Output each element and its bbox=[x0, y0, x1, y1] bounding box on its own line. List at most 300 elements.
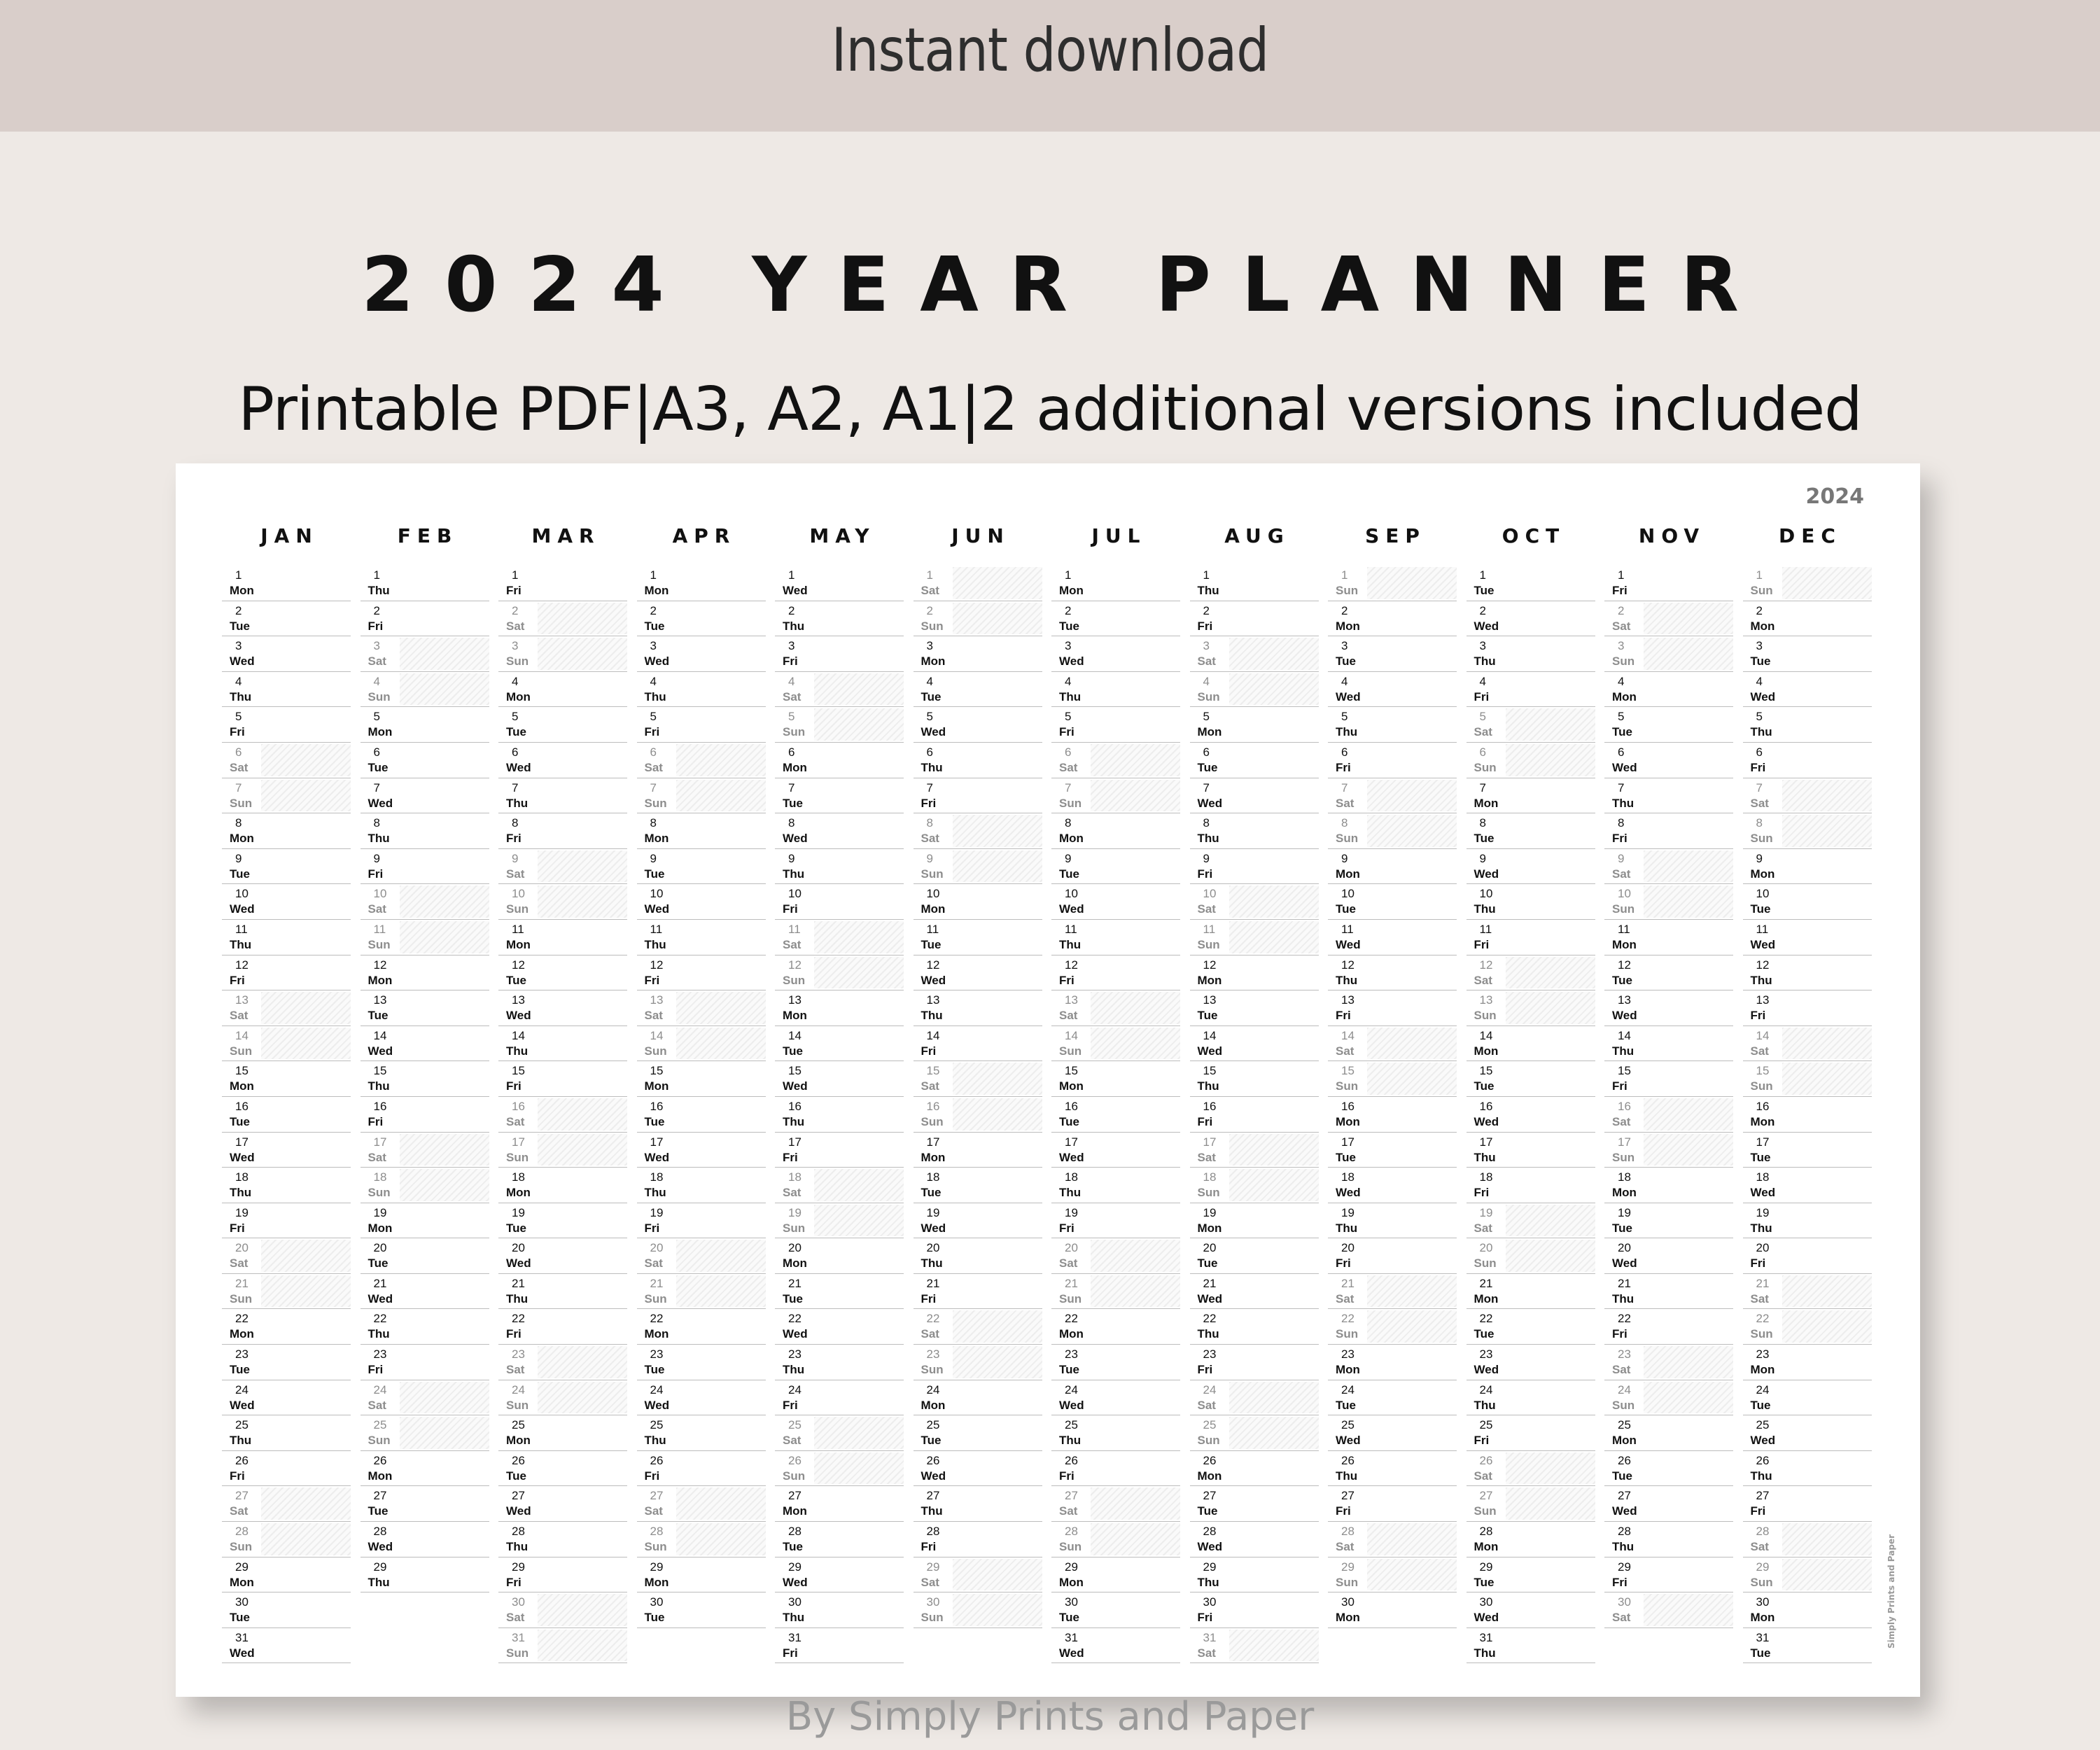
month-column-nov bbox=[1604, 524, 1733, 1628]
day-cell bbox=[1743, 566, 1872, 601]
top-banner bbox=[0, 0, 2100, 132]
day-number: 29 bbox=[788, 1560, 802, 1574]
weekday-label: Mon bbox=[1750, 1363, 1775, 1377]
day-cell bbox=[1328, 990, 1457, 1026]
day-number: 16 bbox=[1065, 1099, 1078, 1113]
day-cell bbox=[1051, 1133, 1180, 1168]
day-cell bbox=[637, 920, 766, 955]
day-cell bbox=[222, 1061, 351, 1097]
day-cell bbox=[1051, 1274, 1180, 1310]
day-cell bbox=[360, 1345, 489, 1380]
day-cell bbox=[360, 1380, 489, 1416]
day-number: 30 bbox=[788, 1595, 802, 1609]
day-number: 17 bbox=[1203, 1135, 1217, 1149]
day-cell bbox=[913, 990, 1042, 1026]
day-cell bbox=[222, 813, 351, 849]
day-cell bbox=[637, 743, 766, 778]
day-number: 24 bbox=[1203, 1382, 1217, 1396]
day-number: 10 bbox=[1065, 887, 1078, 901]
day-cell bbox=[1328, 1274, 1457, 1310]
weekday-label: Tue bbox=[1750, 1398, 1771, 1412]
weekday-label: Sat bbox=[1474, 1221, 1492, 1235]
day-cell bbox=[1466, 1133, 1595, 1168]
day-number: 5 bbox=[373, 710, 380, 724]
day-cell bbox=[775, 955, 904, 991]
day-number: 15 bbox=[235, 1064, 248, 1078]
day-cell bbox=[498, 884, 627, 920]
weekday-label: Mon bbox=[1474, 796, 1499, 810]
day-number: 11 bbox=[650, 922, 663, 936]
day-cell bbox=[1328, 955, 1457, 991]
day-cell bbox=[222, 1592, 351, 1628]
day-cell bbox=[1051, 990, 1180, 1026]
day-cell bbox=[1743, 1522, 1872, 1558]
weekday-label: Fri bbox=[506, 1327, 522, 1341]
day-number: 26 bbox=[926, 1453, 940, 1467]
day-cell bbox=[222, 743, 351, 778]
day-number: 15 bbox=[926, 1064, 940, 1078]
weekday-label: Tue bbox=[1474, 832, 1494, 846]
day-number: 25 bbox=[1065, 1418, 1078, 1432]
day-number: 25 bbox=[512, 1418, 525, 1432]
weekday-label: Fri bbox=[1474, 690, 1490, 704]
byline: By Simply Prints and Paper bbox=[785, 1694, 1315, 1740]
day-cell bbox=[1604, 1133, 1733, 1168]
day-cell bbox=[360, 990, 489, 1026]
day-cell bbox=[1051, 1486, 1180, 1522]
day-cell bbox=[1051, 1558, 1180, 1593]
weekday-label: Sat bbox=[506, 867, 525, 881]
day-number: 12 bbox=[235, 958, 248, 972]
weekday-label: Sat bbox=[1750, 1044, 1769, 1058]
weekday-label: Thu bbox=[783, 1363, 805, 1377]
day-cell bbox=[913, 1451, 1042, 1487]
month-name: DEC bbox=[1779, 524, 1842, 547]
day-number: 15 bbox=[1203, 1064, 1217, 1078]
day-cell bbox=[913, 1026, 1042, 1062]
day-number: 17 bbox=[373, 1135, 387, 1149]
day-number: 16 bbox=[512, 1099, 525, 1113]
weekday-label: Mon bbox=[1336, 1363, 1360, 1377]
weekday-label: Sat bbox=[1750, 1540, 1769, 1554]
day-cell bbox=[498, 920, 627, 955]
weekday-label: Tue bbox=[1336, 1398, 1356, 1412]
day-number: 2 bbox=[1618, 603, 1625, 617]
day-cell bbox=[1466, 1309, 1595, 1345]
day-cell bbox=[1051, 1309, 1180, 1345]
weekday-label: Mon bbox=[1612, 937, 1637, 951]
weekday-label: Mon bbox=[783, 1504, 807, 1518]
weekday-label: Fri bbox=[783, 654, 798, 668]
day-cell bbox=[498, 707, 627, 743]
day-number: 24 bbox=[512, 1382, 525, 1396]
day-cell bbox=[222, 1486, 351, 1522]
day-cell bbox=[222, 1345, 351, 1380]
day-cell bbox=[775, 1415, 904, 1451]
day-cell bbox=[1051, 1345, 1180, 1380]
weekday-label: Thu bbox=[783, 619, 805, 633]
day-cell bbox=[1743, 1238, 1872, 1274]
day-cell bbox=[360, 1486, 489, 1522]
weekday-label: Fri bbox=[368, 619, 384, 633]
day-cell bbox=[775, 1522, 904, 1558]
day-number: 1 bbox=[926, 568, 933, 582]
day-cell bbox=[1328, 1203, 1457, 1239]
day-cell bbox=[1604, 1345, 1733, 1380]
weekday-label: Sat bbox=[783, 1434, 802, 1448]
day-cell bbox=[775, 1203, 904, 1239]
weekday-label: Thu bbox=[368, 1575, 390, 1589]
day-number: 16 bbox=[235, 1099, 248, 1113]
day-number: 23 bbox=[1618, 1348, 1631, 1362]
day-cell bbox=[1743, 1415, 1872, 1451]
day-number: 18 bbox=[1203, 1170, 1217, 1184]
weekday-label: Wed bbox=[506, 1256, 531, 1270]
day-cell bbox=[637, 707, 766, 743]
month-name: JUL bbox=[1091, 524, 1147, 547]
weekday-label: Tue bbox=[920, 1434, 941, 1448]
day-cell bbox=[1190, 1133, 1319, 1168]
day-cell bbox=[1604, 1486, 1733, 1522]
weekday-label: Mon bbox=[920, 1150, 946, 1164]
day-number: 27 bbox=[512, 1489, 525, 1503]
weekday-label: Fri bbox=[1612, 1575, 1628, 1589]
day-number: 9 bbox=[650, 851, 657, 865]
day-cell bbox=[498, 1628, 627, 1664]
day-cell bbox=[1466, 1592, 1595, 1628]
weekday-label: Fri bbox=[644, 725, 660, 739]
day-cell bbox=[498, 1345, 627, 1380]
day-number: 12 bbox=[1203, 958, 1217, 972]
day-number: 2 bbox=[650, 603, 657, 617]
day-cell bbox=[1743, 778, 1872, 814]
day-number: 17 bbox=[650, 1135, 664, 1149]
weekday-label: Tue bbox=[1612, 725, 1632, 739]
day-number: 28 bbox=[1065, 1525, 1078, 1539]
weekday-label: Wed bbox=[506, 1009, 531, 1023]
weekday-label: Mon bbox=[1059, 1327, 1084, 1341]
day-cell bbox=[775, 1238, 904, 1274]
day-number: 2 bbox=[926, 603, 933, 617]
day-cell bbox=[1604, 1522, 1733, 1558]
day-cell bbox=[222, 1133, 351, 1168]
day-number: 13 bbox=[1618, 993, 1631, 1007]
day-number: 3 bbox=[1479, 639, 1486, 653]
day-cell bbox=[1743, 707, 1872, 743]
weekday-label: Sun bbox=[506, 1646, 529, 1660]
day-number: 8 bbox=[512, 816, 519, 830]
day-number: 5 bbox=[1618, 710, 1625, 724]
day-number: 4 bbox=[1203, 674, 1210, 688]
day-number: 25 bbox=[1479, 1418, 1493, 1432]
day-number: 4 bbox=[1341, 674, 1348, 688]
day-cell bbox=[637, 636, 766, 672]
day-number: 20 bbox=[1065, 1241, 1078, 1255]
day-number: 2 bbox=[512, 603, 519, 617]
weekday-label: Tue bbox=[1750, 902, 1771, 916]
day-cell bbox=[222, 1558, 351, 1593]
day-number: 12 bbox=[1065, 958, 1078, 972]
day-cell bbox=[1743, 955, 1872, 991]
day-cell bbox=[1051, 1097, 1180, 1133]
weekday-label: Thu bbox=[230, 1186, 252, 1200]
day-cell bbox=[1743, 1168, 1872, 1203]
day-cell bbox=[637, 884, 766, 920]
weekday-label: Tue bbox=[920, 690, 941, 704]
day-number: 27 bbox=[1065, 1489, 1078, 1503]
day-cell bbox=[1051, 743, 1180, 778]
day-number: 28 bbox=[235, 1525, 248, 1539]
weekday-label: Tue bbox=[1612, 1221, 1632, 1235]
day-cell bbox=[637, 672, 766, 708]
day-cell bbox=[1743, 1592, 1872, 1628]
day-cell bbox=[498, 1203, 627, 1239]
weekday-label: Thu bbox=[506, 1540, 528, 1554]
day-cell bbox=[913, 707, 1042, 743]
weekday-label: Sat bbox=[506, 1114, 525, 1128]
weekday-label: Tue bbox=[783, 1292, 803, 1306]
weekday-label: Wed bbox=[920, 1221, 946, 1235]
weekday-label: Thu bbox=[644, 1434, 666, 1448]
day-cell bbox=[1743, 1486, 1872, 1522]
weekday-label: Sat bbox=[644, 1256, 663, 1270]
weekday-label: Sat bbox=[783, 1186, 802, 1200]
day-cell bbox=[222, 1628, 351, 1664]
day-cell bbox=[913, 1238, 1042, 1274]
day-number: 26 bbox=[1065, 1453, 1078, 1467]
weekday-label: Wed bbox=[1197, 796, 1223, 810]
day-number: 11 bbox=[1756, 922, 1769, 936]
day-cell bbox=[913, 1203, 1042, 1239]
day-cell bbox=[1604, 813, 1733, 849]
weekday-label: Wed bbox=[1750, 690, 1776, 704]
day-cell bbox=[1328, 1415, 1457, 1451]
day-number: 16 bbox=[926, 1099, 940, 1113]
day-number: 23 bbox=[373, 1348, 387, 1362]
weekday-label: Sun bbox=[920, 1114, 944, 1128]
day-cell bbox=[1328, 1451, 1457, 1487]
weekday-label: Mon bbox=[1750, 1611, 1775, 1625]
day-cell bbox=[1604, 1380, 1733, 1416]
day-number: 12 bbox=[373, 958, 387, 972]
weekday-label: Fri bbox=[506, 1079, 522, 1093]
weekday-label: Wed bbox=[1612, 760, 1637, 774]
day-cell bbox=[222, 884, 351, 920]
weekday-label: Thu bbox=[506, 1044, 528, 1058]
weekday-label: Fri bbox=[1612, 1079, 1628, 1093]
day-cell bbox=[1051, 884, 1180, 920]
day-number: 24 bbox=[1756, 1382, 1770, 1396]
day-number: 19 bbox=[235, 1205, 248, 1219]
day-cell bbox=[1328, 672, 1457, 708]
day-number: 13 bbox=[650, 993, 664, 1007]
day-number: 28 bbox=[1203, 1525, 1217, 1539]
day-cell bbox=[498, 1486, 627, 1522]
day-cell bbox=[775, 1380, 904, 1416]
weekday-label: Mon bbox=[230, 1575, 254, 1589]
day-cell bbox=[913, 1345, 1042, 1380]
day-cell bbox=[1328, 1380, 1457, 1416]
weekday-label: Mon bbox=[644, 584, 669, 597]
day-cell bbox=[1466, 990, 1595, 1026]
weekday-label: Wed bbox=[1612, 1256, 1637, 1270]
weekday-label: Wed bbox=[368, 1044, 393, 1058]
day-number: 21 bbox=[373, 1276, 387, 1290]
day-cell bbox=[1328, 778, 1457, 814]
day-number: 20 bbox=[1203, 1241, 1217, 1255]
day-cell bbox=[1190, 566, 1319, 601]
weekday-label: Fri bbox=[506, 584, 522, 597]
day-cell bbox=[1051, 920, 1180, 955]
weekday-label: Tue bbox=[920, 937, 941, 951]
day-cell bbox=[775, 1026, 904, 1062]
day-cell bbox=[1328, 1592, 1457, 1628]
weekday-label: Wed bbox=[920, 1469, 946, 1483]
weekday-label: Wed bbox=[1750, 937, 1776, 951]
day-cell bbox=[498, 1380, 627, 1416]
day-number: 13 bbox=[235, 993, 248, 1007]
day-cell bbox=[1743, 636, 1872, 672]
day-number: 30 bbox=[512, 1595, 525, 1609]
weekday-label: Fri bbox=[368, 1114, 384, 1128]
day-number: 27 bbox=[1618, 1489, 1631, 1503]
weekday-label: Tue bbox=[230, 619, 250, 633]
weekday-label: Thu bbox=[783, 1611, 805, 1625]
day-number: 24 bbox=[788, 1382, 802, 1396]
weekday-label: Sun bbox=[1612, 654, 1635, 668]
weekday-label: Fri bbox=[920, 1044, 937, 1058]
weekday-label: Wed bbox=[1059, 654, 1084, 668]
weekday-label: Mon bbox=[920, 1398, 946, 1412]
weekday-label: Mon bbox=[368, 973, 393, 987]
weekday-label: Mon bbox=[506, 690, 531, 704]
weekday-label: Wed bbox=[1059, 1646, 1084, 1660]
weekday-label: Sun bbox=[1336, 1575, 1359, 1589]
weekday-label: Wed bbox=[368, 1292, 393, 1306]
day-number: 13 bbox=[788, 993, 802, 1007]
day-cell bbox=[637, 566, 766, 601]
day-number: 9 bbox=[235, 851, 242, 865]
weekday-label: Sat bbox=[1336, 1292, 1354, 1306]
day-cell bbox=[360, 1061, 489, 1097]
weekday-label: Sun bbox=[1474, 1256, 1497, 1270]
day-cell bbox=[1466, 1203, 1595, 1239]
weekday-label: Wed bbox=[1474, 1363, 1499, 1377]
day-cell bbox=[498, 1309, 627, 1345]
day-cell bbox=[498, 601, 627, 637]
day-cell bbox=[637, 990, 766, 1026]
weekday-label: Sat bbox=[1059, 760, 1078, 774]
day-number: 10 bbox=[926, 887, 940, 901]
day-number: 8 bbox=[1756, 816, 1763, 830]
day-cell bbox=[637, 1061, 766, 1097]
day-number: 22 bbox=[650, 1312, 664, 1326]
day-number: 6 bbox=[788, 745, 795, 759]
day-number: 11 bbox=[1618, 922, 1630, 936]
weekday-label: Wed bbox=[368, 1540, 393, 1554]
day-cell bbox=[775, 1097, 904, 1133]
day-number: 6 bbox=[373, 745, 380, 759]
weekday-label: Sat bbox=[1612, 1363, 1631, 1377]
day-cell bbox=[1328, 743, 1457, 778]
day-cell bbox=[498, 1451, 627, 1487]
day-cell bbox=[775, 672, 904, 708]
weekday-label: Thu bbox=[230, 690, 252, 704]
day-cell bbox=[775, 813, 904, 849]
day-number: 21 bbox=[1065, 1276, 1078, 1290]
weekday-label: Fri bbox=[1197, 1611, 1213, 1625]
day-cell bbox=[775, 1558, 904, 1593]
day-number: 9 bbox=[788, 851, 795, 865]
day-number: 30 bbox=[650, 1595, 664, 1609]
day-cell bbox=[1604, 1274, 1733, 1310]
weekday-label: Tue bbox=[783, 1044, 803, 1058]
weekday-label: Fri bbox=[1059, 725, 1074, 739]
day-cell bbox=[775, 1168, 904, 1203]
day-number: 25 bbox=[650, 1418, 664, 1432]
day-number: 19 bbox=[926, 1205, 940, 1219]
weekday-label: Sat bbox=[1612, 1611, 1631, 1625]
weekday-label: Mon bbox=[1197, 973, 1222, 987]
day-number: 8 bbox=[650, 816, 657, 830]
day-cell bbox=[913, 1415, 1042, 1451]
weekday-label: Sun bbox=[368, 690, 391, 704]
weekday-label: Sat bbox=[230, 1256, 248, 1270]
day-number: 10 bbox=[1618, 887, 1631, 901]
day-number: 14 bbox=[1065, 1028, 1078, 1042]
day-number: 14 bbox=[1203, 1028, 1217, 1042]
day-number: 12 bbox=[1618, 958, 1631, 972]
day-number: 14 bbox=[1618, 1028, 1631, 1042]
day-cell bbox=[637, 1274, 766, 1310]
weekday-label: Fri bbox=[230, 1469, 245, 1483]
day-number: 19 bbox=[1756, 1205, 1770, 1219]
weekday-label: Thu bbox=[644, 937, 666, 951]
day-cell bbox=[775, 990, 904, 1026]
weekday-label: Tue bbox=[230, 1114, 250, 1128]
day-number: 13 bbox=[1479, 993, 1493, 1007]
weekday-label: Sat bbox=[1197, 902, 1216, 916]
day-cell bbox=[637, 1026, 766, 1062]
day-cell bbox=[1051, 636, 1180, 672]
day-number: 12 bbox=[926, 958, 940, 972]
weekday-label: Fri bbox=[368, 867, 384, 881]
day-number: 18 bbox=[1341, 1170, 1354, 1184]
day-cell bbox=[1051, 1415, 1180, 1451]
day-cell bbox=[1604, 920, 1733, 955]
day-number: 31 bbox=[512, 1630, 525, 1644]
day-number: 16 bbox=[1479, 1099, 1493, 1113]
day-cell bbox=[1466, 1168, 1595, 1203]
day-number: 1 bbox=[1341, 568, 1348, 582]
month-column-dec bbox=[1743, 524, 1872, 1663]
weekday-label: Sun bbox=[1750, 1575, 1773, 1589]
weekday-label: Sun bbox=[1474, 760, 1497, 774]
day-cell bbox=[637, 1380, 766, 1416]
day-number: 15 bbox=[650, 1064, 664, 1078]
day-cell bbox=[360, 920, 489, 955]
weekday-label: Tue bbox=[1474, 584, 1494, 597]
day-cell bbox=[498, 1061, 627, 1097]
day-number: 29 bbox=[235, 1560, 248, 1574]
day-cell bbox=[913, 1274, 1042, 1310]
day-number: 2 bbox=[1341, 603, 1348, 617]
day-cell bbox=[498, 743, 627, 778]
weekday-label: Fri bbox=[783, 1398, 798, 1412]
day-number: 20 bbox=[512, 1241, 525, 1255]
day-cell bbox=[1743, 1628, 1872, 1664]
day-cell bbox=[1328, 849, 1457, 885]
